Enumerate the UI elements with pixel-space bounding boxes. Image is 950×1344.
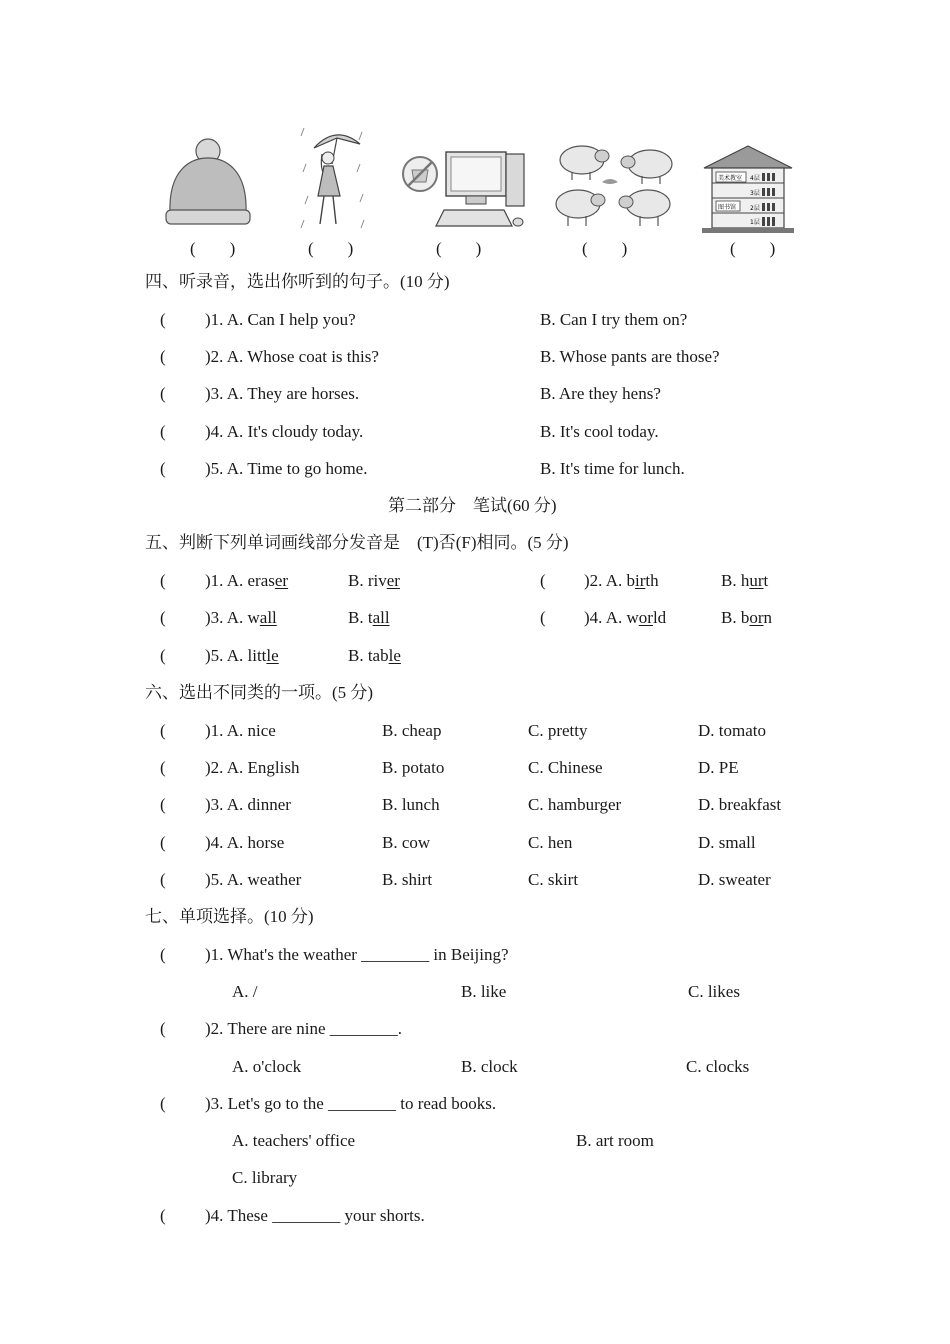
odd-one-q1-c: C. pretty bbox=[528, 721, 588, 740]
odd-one-q1-d: D. tomato bbox=[698, 721, 766, 740]
answer-paren-pic-4[interactable]: ( ) bbox=[582, 239, 628, 258]
paren[interactable]: ( bbox=[160, 721, 166, 740]
hat-icon bbox=[162, 138, 254, 228]
paren[interactable]: ( bbox=[160, 384, 166, 403]
listening-q4-a: )4. A. It's cloudy today. bbox=[205, 422, 364, 441]
odd-one-q5-c: C. skirt bbox=[528, 870, 579, 889]
paren[interactable]: ( bbox=[160, 795, 166, 814]
school-building-icon bbox=[700, 144, 796, 234]
choice-q3-option-a: A. teachers' office bbox=[232, 1131, 356, 1150]
listening-q2-b: B. Whose pants are those? bbox=[540, 347, 720, 366]
part-2-title: 第二部分 笔试(60 分) bbox=[388, 496, 557, 515]
section-4-title: 四、听录音，选出你听到的句子。(10 分) bbox=[145, 272, 450, 291]
listening-q5-a: )5. A. Time to go home. bbox=[205, 459, 368, 478]
phonics-q5-a: )5. A. little bbox=[205, 646, 279, 665]
paren[interactable]: ( bbox=[160, 571, 166, 590]
floor-label-1: 1层 bbox=[750, 219, 760, 226]
sign-art-room: 美术教室 bbox=[718, 175, 743, 182]
paren[interactable]: ( bbox=[540, 608, 546, 627]
floor-label-4: 4层 bbox=[750, 175, 760, 182]
answer-paren-pic-3[interactable]: ( ) bbox=[436, 239, 482, 258]
odd-one-q4-d: D. small bbox=[698, 833, 756, 852]
phonics-q4-b: B. born bbox=[721, 608, 773, 627]
odd-one-q3-c: C. hamburger bbox=[528, 795, 622, 814]
odd-one-q2-a: )2. A. English bbox=[205, 758, 300, 777]
phonics-q1-a: )1. A. eraser bbox=[205, 571, 289, 590]
paren[interactable]: ( bbox=[160, 1206, 166, 1225]
phonics-q3-b: B. tall bbox=[348, 608, 390, 627]
floor-label-3: 3层 bbox=[750, 190, 760, 197]
choice-q2-stem: )2. There are nine ________. bbox=[205, 1019, 403, 1038]
choice-q1-stem: )1. What's the weather ________ in Beijing? bbox=[205, 945, 509, 964]
paren[interactable]: ( bbox=[160, 608, 166, 627]
phonics-q5-b: B. table bbox=[348, 646, 401, 665]
floor-label-2: 2层 bbox=[750, 205, 760, 212]
odd-one-q2-c: C. Chinese bbox=[528, 758, 603, 777]
choice-q1-option-c: C. likes bbox=[688, 982, 740, 1001]
listening-q2-a: )2. A. Whose coat is this? bbox=[205, 347, 379, 366]
paren[interactable]: ( bbox=[160, 1019, 166, 1038]
computer-no-food-icon bbox=[400, 148, 528, 234]
phonics-q4-a: )4. A. world bbox=[584, 608, 667, 627]
listening-q3-b: B. Are they hens? bbox=[540, 384, 661, 403]
odd-one-q5-d: D. sweater bbox=[698, 870, 771, 889]
paren[interactable]: ( bbox=[160, 347, 166, 366]
paren[interactable]: ( bbox=[160, 870, 166, 889]
phonics-q2-b: B. hurt bbox=[721, 571, 769, 590]
paren[interactable]: ( bbox=[160, 422, 166, 441]
choice-q2-option-a: A. o'clock bbox=[232, 1057, 302, 1076]
odd-one-q4-a: )4. A. horse bbox=[205, 833, 285, 852]
phonics-q2-a: )2. A. birth bbox=[584, 571, 659, 590]
odd-one-q2-b: B. potato bbox=[382, 758, 445, 777]
paren[interactable]: ( bbox=[160, 945, 166, 964]
choice-q3-option-c: C. library bbox=[232, 1168, 298, 1187]
choice-q4-stem: )4. These ________ your shorts. bbox=[205, 1206, 425, 1225]
paren[interactable]: ( bbox=[160, 1094, 166, 1113]
odd-one-q3-d: D. breakfast bbox=[698, 795, 782, 814]
choice-q3-option-b: B. art room bbox=[576, 1131, 654, 1150]
paren[interactable]: ( bbox=[160, 310, 166, 329]
sheep-flock-icon bbox=[552, 138, 682, 230]
paren[interactable]: ( bbox=[160, 646, 166, 665]
answer-paren-pic-1[interactable]: ( ) bbox=[190, 239, 236, 258]
paren[interactable]: ( bbox=[160, 758, 166, 777]
odd-one-q5-b: B. shirt bbox=[382, 870, 433, 889]
paren[interactable]: ( bbox=[540, 571, 546, 590]
choice-q3-stem: )3. Let's go to the ________ to read books. bbox=[205, 1094, 497, 1113]
answer-paren-pic-2[interactable]: ( ) bbox=[308, 239, 354, 258]
listening-q3-a: )3. A. They are horses. bbox=[205, 384, 360, 403]
odd-one-q1-a: )1. A. nice bbox=[205, 721, 276, 740]
odd-one-q4-b: B. cow bbox=[382, 833, 431, 852]
answer-paren-pic-5[interactable]: ( ) bbox=[730, 239, 776, 258]
phonics-q3-a: )3. A. wall bbox=[205, 608, 277, 627]
odd-one-q4-c: C. hen bbox=[528, 833, 573, 852]
listening-q1-b: B. Can I try them on? bbox=[540, 310, 688, 329]
section-7-title: 七、单项选择。(10 分) bbox=[145, 907, 314, 926]
listening-q4-b: B. It's cool today. bbox=[540, 422, 659, 441]
odd-one-q5-a: )5. A. weather bbox=[205, 870, 302, 889]
odd-one-q1-b: B. cheap bbox=[382, 721, 442, 740]
sign-library: 图书馆 bbox=[718, 204, 737, 211]
choice-q2-option-b: B. clock bbox=[461, 1057, 518, 1076]
paren[interactable]: ( bbox=[160, 459, 166, 478]
listening-q1-a: )1. A. Can I help you? bbox=[205, 310, 356, 329]
listening-q5-b: B. It's time for lunch. bbox=[540, 459, 685, 478]
phonics-q1-b: B. river bbox=[348, 571, 400, 590]
choice-q2-option-c: C. clocks bbox=[686, 1057, 750, 1076]
section-5-title: 五、判断下列单词画线部分发音是 (T)否(F)相同。(5 分) bbox=[145, 533, 569, 552]
choice-q1-option-b: B. like bbox=[461, 982, 507, 1001]
paren[interactable]: ( bbox=[160, 833, 166, 852]
choice-q1-option-a: A. / bbox=[232, 982, 258, 1001]
odd-one-q3-a: )3. A. dinner bbox=[205, 795, 291, 814]
odd-one-q3-b: B. lunch bbox=[382, 795, 440, 814]
section-6-title: 六、选出不同类的一项。(5 分) bbox=[145, 683, 374, 702]
odd-one-q2-d: D. PE bbox=[698, 758, 739, 777]
girl-with-umbrella-in-rain-icon bbox=[300, 124, 368, 234]
